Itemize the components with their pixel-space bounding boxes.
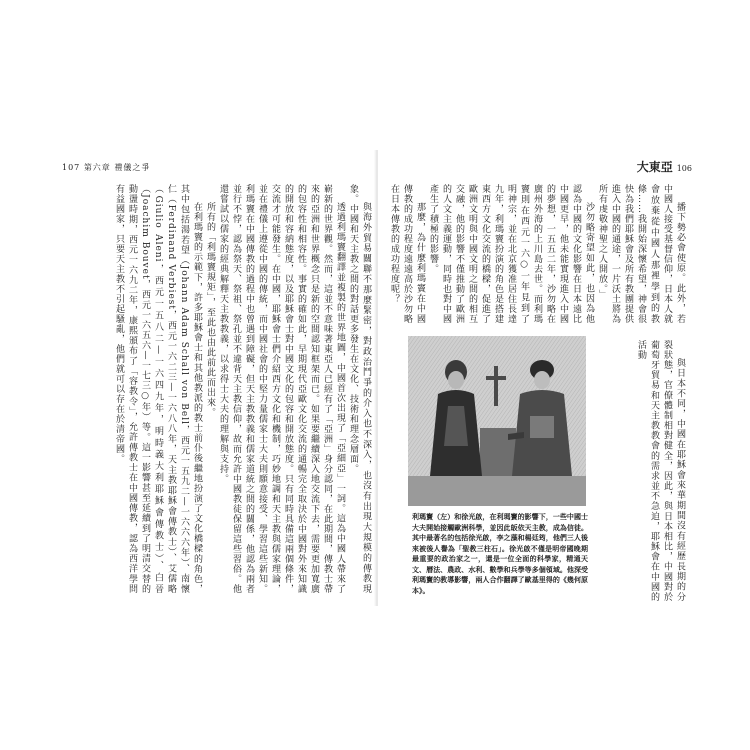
left-paragraph: 與海外貿易關聯不那麼緊密，對政治鬥爭的介入也不深入，也沒有出現大規模的傳教現象。中國和天主教之間的對話更多發生在文化、技術和理念層面。 bbox=[348, 184, 371, 594]
right-page-header bbox=[637, 158, 692, 175]
left-paragraph: 在利瑪竇的示範下，許多耶穌會士和其他教派的教士前仆後繼地扮演了文化橋樑的角色，其中包括湯若望（Johann Adam Schall von Bell，西元一五九二—一六六六年）、南懷仁（Ferdinand Verbiest，西元一六二三—一六八八年，天主教耶穌會傳教士）、艾儒略（Giulio Aleni，西元一五八二—一六四九年，明時義大利耶穌會傳教士）、白晉（Joachim Bouvet，西元一六五六—一七三○年）等。這一影響甚至延續到了明清交替的動盪時期，西元一六九二年，康熙頒布了「容教令」，允許傳教士在中國傳教，認為西洋學問有益國家，只要天主教不引起騷亂，他們就可以存在於清帝國。 bbox=[114, 184, 202, 594]
historical-engraving-figure bbox=[408, 336, 586, 506]
figure-caption: 利瑪竇（左）和徐光啟，在利瑪竇的影響下，一些中國士大夫開始接觸歐洲科學，並因此皈依天主教，成為信徒。其中最著名的包括徐光啟，李之藻和楊廷筠，他們三人後來被後人譽為「聖教三柱石」。徐光啟不僅是明帝國晚期最重要的政治家之一，還是一位全面的科學家，精通天文、曆法、農政、水利、數學和兵學等多個領域。他深受利瑪竇的教導影響，兩人合作翻譯了歐基里得的《幾何原本》。 bbox=[412, 513, 588, 595]
book-title: 大東亞 bbox=[636, 160, 673, 174]
book-spread bbox=[62, 150, 692, 606]
left-page-body bbox=[66, 184, 372, 594]
left-page bbox=[62, 150, 376, 606]
right-paragraph: 那麼，為什麼利瑪竇在中國傳教的成功程度遠遠高於沙勿略在日本傳教的成功程度呢？ bbox=[389, 184, 425, 324]
left-paragraph: 透過利瑪竇翻譯並複製的世界地圖，中國首次出現了「亞細亞」一詞。這為中國人帶來了嶄新的世界觀。然而，這並不意味著東亞人已經有了「亞洲」身分認同，在此期間，傳教士帶來的亞洲和世界概念只是新的空間認知框架而已。如果要繼續深入地交流下去，需要更加寬廣的包容性和相容性。事實的確如此，早期現代亞歐文化交流的通暢完全取決於中國對外來知識的開放和容納態度，以及耶穌會士對中國文化的包容和開放態度。只有同時具備這兩個條件，交流才可能發生。在中國，耶穌會士們介紹西方文化和機制，巧妙地調和天主教與儒家理論，並在禮儀上遵從中國的傳統，而中國社會的中堅力量儒家士大夫則願意接受、學習這些新知。利瑪竇在中國傳教的過程中也曾遇到障礙，但天主教教義和儒家道統之間的關係，他認為兩者並行不悖，認為祭天、祭祖、祭孔並不違背天主教信仰，故而允許中國教徒保留這些習俗。他還嘗試以儒家的經典解釋天主教教義，以求得士大夫的理解與支持。 bbox=[218, 184, 345, 594]
left-paragraph: 所有的「利瑪竇規矩」，至此也由此前此而出來。 bbox=[205, 202, 215, 418]
right-column-paragraph: 與日本不同，中國在耶穌會來華期間沒有經歷長期的分裂狀態，官僚體制相對健全，因此，與日本相比，中國對於葡萄牙貿易和天主教教會的需求並不急迫，耶穌會在中國的活動 bbox=[636, 340, 685, 602]
right-paragraph: 沙勿略寄望如此，也因為他認為中國的文化影響在日本遠比中國更早，他未能實現進入中國的夢想，一五五二年，沙勿略在廣州外海的上川島去世。而利瑪竇則在西元一六○一年見到了明神宗，並在北京獲准居住長達九年，利瑪竇扮演的角色是搭建東西方文化交流的橋樑，促進了歐洲文明與中國文明之間的相互交融，他的影響不僅推動了歐洲的人文主義運動，同時也對中國產生了積極的影響。 bbox=[428, 184, 594, 324]
right-page-column-text bbox=[592, 340, 686, 602]
right-paragraph: 播下勢必會使原。此外，若中國人接受基督信仰，日本人就會放棄從中國人那裡學到的教條……我開始深懷希望，神會很快為我們耶穌會及所有教團提供進入中國的通途，一片沃土將為所有虔敬神聖之人開放。」 bbox=[597, 184, 685, 324]
page-number: 106 bbox=[676, 164, 692, 173]
left-page-header: 107 第六章 禮儀之爭 bbox=[62, 163, 151, 172]
right-page-top-text bbox=[382, 184, 686, 324]
right-page bbox=[378, 150, 692, 606]
engraving-illustration bbox=[408, 336, 586, 506]
